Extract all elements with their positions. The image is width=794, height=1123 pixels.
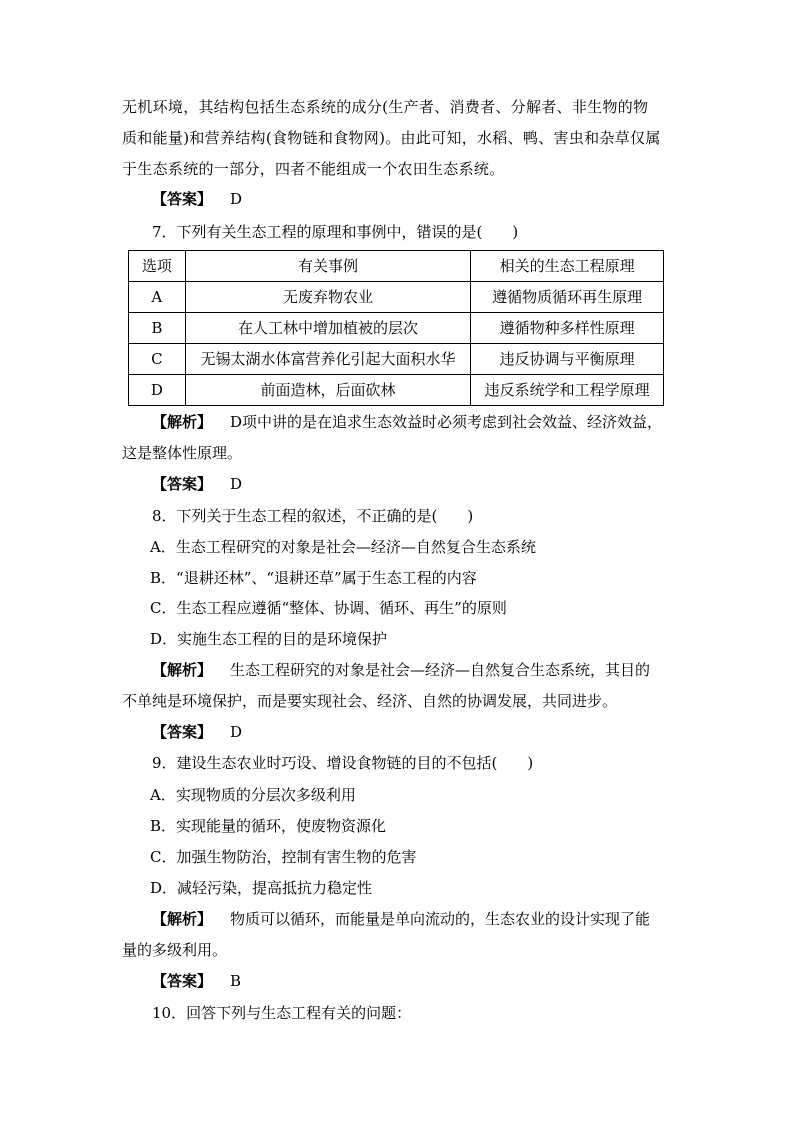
table-cell: 违反系统学和工程学原理 — [471, 375, 664, 406]
paragraph-line: 无机环境，其结构包括生态系统的成分(生产者、消费者、分解者、非生物的物 — [122, 98, 649, 116]
table-row — [129, 282, 664, 313]
answer-tag: 【答案】 — [152, 972, 213, 990]
analysis-tag: 【解析】 — [152, 661, 213, 679]
table-cell: 遵循物种多样性原理 — [471, 313, 664, 344]
analysis-line: 量的多级利用。 — [122, 941, 228, 959]
table-cell: 违反协调与平衡原理 — [471, 344, 664, 375]
question-stem: 10．回答下列与生态工程有关的问题： — [152, 1004, 412, 1022]
table-cell: 前面造林，后面砍林 — [185, 375, 471, 406]
answer-value: B — [230, 972, 242, 990]
answer-value: D — [230, 190, 243, 208]
option-item: D．减轻污染，提高抵抗力稳定性 — [150, 879, 373, 897]
table-row — [129, 344, 664, 375]
table-header-row — [129, 251, 664, 282]
paragraph-line: 于生态系统的一部分，四者不能组成一个农田生态系统。 — [122, 160, 505, 178]
principle-table — [128, 250, 664, 406]
question-stem: 7．下列有关生态工程的原理和事例中，错误的是( ) — [152, 223, 519, 241]
table-row — [129, 313, 664, 344]
table-cell: C — [129, 344, 186, 375]
table-header: 相关的生态工程原理 — [471, 251, 664, 282]
question-stem: 9．建设生态农业时巧设、增设食物链的目的不包括( ) — [152, 754, 534, 772]
option-item: A．生态工程研究的对象是社会—经济—自然复合生态系统 — [150, 538, 536, 556]
analysis-tag: 【解析】 — [152, 910, 213, 928]
option-item: A．实现物质的分层次多级利用 — [150, 786, 356, 804]
answer-tag: 【答案】 — [152, 475, 213, 493]
analysis-text: 生态工程研究的对象是社会—经济—自然复合生态系统，其目的 — [230, 661, 651, 679]
analysis-text: D项中讲的是在追求生态效益时必须考虑到社会效益、经济效益， — [230, 413, 663, 431]
analysis-line: 不单纯是环境保护，而是要实现社会、经济、自然的协调发展，共同进步。 — [122, 692, 618, 710]
analysis-line — [152, 909, 650, 929]
table-header: 选项 — [129, 251, 186, 282]
analysis-line: 这是整体性原理。 — [122, 444, 243, 462]
answer-line — [152, 474, 242, 494]
paragraph-line: 质和能量)和营养结构(食物链和食物网)。由此可知，水稻、鸭、害虫和杂草仅属 — [122, 129, 661, 147]
answer-tag: 【答案】 — [152, 723, 213, 741]
table-cell: 在人工林中增加植被的层次 — [185, 313, 471, 344]
option-item: C．加强生物防治，控制有害生物的危害 — [150, 848, 417, 866]
answer-line — [152, 971, 241, 991]
table-cell: D — [129, 375, 186, 406]
table-cell: 无废弃物农业 — [185, 282, 471, 313]
analysis-tag: 【解析】 — [152, 413, 213, 431]
option-item: D．实施生态工程的目的是环境保护 — [150, 630, 388, 648]
question-stem: 8．下列关于生态工程的叙述，不正确的是( ) — [152, 507, 474, 525]
analysis-line — [152, 412, 662, 432]
table-cell: B — [129, 313, 186, 344]
table-header: 有关事例 — [185, 251, 471, 282]
option-item: B．实现能量的循环，使废物资源化 — [150, 817, 387, 835]
option-item: B．“退耕还林”、“退耕还草”属于生态工程的内容 — [150, 569, 477, 587]
table-cell: 无锡太湖水体富营养化引起大面积水华 — [185, 344, 471, 375]
table-cell: A — [129, 282, 186, 313]
analysis-line — [152, 660, 650, 680]
answer-line — [152, 722, 242, 742]
analysis-text: 物质可以循环，而能量是单向流动的，生态农业的设计实现了能 — [230, 910, 651, 928]
table-cell: 遵循物质循环再生原理 — [471, 282, 664, 313]
answer-line — [152, 189, 242, 209]
table-row — [129, 375, 664, 406]
answer-value: D — [230, 475, 243, 493]
answer-value: D — [230, 723, 243, 741]
option-item: C．生态工程应遵循“整体、协调、循环、再生”的原则 — [150, 599, 507, 617]
answer-tag: 【答案】 — [152, 190, 213, 208]
